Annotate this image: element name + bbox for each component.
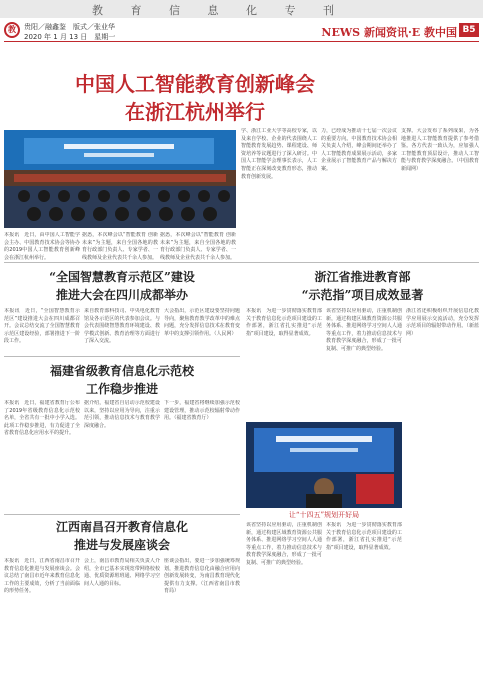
article5-headline-line1: 江西南昌召开教育信息化 [55, 520, 188, 534]
article2-headline-line1: “全国智慧教育示范区”建设 [49, 270, 195, 284]
article2-body-3: 大会指出，示范区建设要坚持问题导向，聚焦教育教学改革中的难点问题，充分发挥信息技术在教育变革中的支撑引领作用。（人民网） [164, 308, 240, 337]
section-title: NEWS 新闻资讯·E 教中国 [321, 26, 457, 39]
article2-headline-line2: 推进大会在四川成都举办 [55, 288, 188, 302]
newspaper-logo-icon: 教 [4, 22, 20, 38]
article5-body-2: 会上，南昌市教育局相关负责人介绍，全市已基本实现宽带网络校校通、优质资源班班通、网络学习空间人人通的目标。 [84, 558, 160, 587]
lead-body-e: 支撑。大会发布了系列成果，为各地推进人工智能教育提供了参考借鉴。各方代表一致认为，应加强人工智能教育顶层设计，推动人工智能与教育教学深度融合。（中国教育新闻网） [401, 128, 479, 172]
page-number: B5 [459, 23, 479, 37]
masthead-text: 教 育 信 息 化 专 刊 [92, 4, 346, 17]
article3-headline-line2: 工作稳步推进 [85, 382, 158, 396]
article4-headline-line2: “示范指”项目成效显著 [301, 288, 424, 302]
article4-body-3: 浙江省还积极组织开展信息化教学应用展示交流活动，充分发挥示范项目的辐射带动作用。（新蓝网） [406, 308, 479, 337]
article5-body-1: 本报讯 近日，江西省南昌市召开教育信息化推进与发展座谈会。会议总结了南昌市近年来教育信息化工作的主要成效，分析了当前面临的形势任务。 [4, 558, 80, 595]
lead-body-b2: 据悉，本次峰会以“智能教育 创新未来”为主题，来自全国各地的教育行政部门负责人、专家学者、一线教师及企业代表共千余人参加。 [160, 232, 236, 261]
paper-editor-line: 贵阳／融鑫鉴 版式／张业华 [24, 23, 115, 31]
divider-2 [4, 356, 240, 357]
article3-headline-line1: 福建省级教育信息化示范校 [49, 364, 194, 378]
article4-body-1b: 该省坚持以应用驱动，注重机制创新，通过构建区域教育资源公共服务体系、推进网络学习空间人人通等重点工作，着力推动信息技术与教育教学深度融合，形成了一批可复制、可推广的典型经验。 [246, 522, 322, 566]
section-divider [4, 262, 479, 263]
lead-body-b: 据悉，本次峰会以“智能教育 创新未来”为主题，来自全国各地的教育行政部门负责人、专家学者、一线教师及企业代表共千余人参加。 [82, 232, 158, 261]
article2-body-2: 来自教育部科技司、中央电化教育馆及各示范区的代表参加会议。与会代表围绕智慧教育环境建设、教学模式创新、教育治理等方面进行了深入交流。 [84, 308, 160, 345]
lead-intro: 本报讯 近日，由中国人工智能学会主办、中国教育技术协会等协办的2019中国人工智能教育创新峰会在浙江杭州举行。 [4, 232, 80, 261]
header-divider [4, 41, 479, 42]
article3-body-2: 据介绍，福建省自启动示范校建设以来，坚持以应用为导向，注重示范引领，推动信息技术与教育教学深度融合。 [84, 400, 160, 429]
lead-body-d: 力，已经成为推动十七届一次会议的重要方向。中国教育技术协会相关负责人介绍，峰会期间还举办了人工智能教育成果展示活动，多家企业展示了智能教育产品与解决方案。 [321, 128, 397, 172]
lead-headline-line2: 在浙江杭州举行 [125, 100, 265, 124]
article4-headline-line1: 浙江省推进教育部 [314, 270, 411, 284]
article4-body-2b: 本报讯 为进一步贯彻落实教育部关于教育信息化示范项目建设的工作部署，浙江省扎实推进“示范指”项目建设，取得显著成效。 [326, 522, 402, 551]
article4-photo-banner: 让“十四五”规划开好局 [288, 511, 360, 519]
article4-body-2: 该省坚持以应用驱动，注重机制创新，通过构建区域教育资源公共服务体系、推进网络学习空间人人通等重点工作，着力推动信息技术与教育教学深度融合，形成了一批可复制、可推广的典型经验。 [326, 308, 402, 352]
article3-body-1: 本报讯 近日，福建省教育厅公布了2019年省级教育信息化示范校名单，全省共有一批中小学入选。此项工作稳步推进，有力促进了全省教育信息化应用水平的提升。 [4, 400, 80, 437]
lead-photo-conference [4, 130, 236, 228]
article4-photo [246, 422, 402, 508]
article2-body-1: 本报讯 近日，“全国智慧教育示范区”建设推进大会在四川成都召开。会议总结交流了全国智慧教育示范区建设经验，部署推进下一阶段工作。 [4, 308, 80, 345]
lead-headline-line1: 中国人工智能教育创新峰会 [75, 72, 315, 96]
masthead-band [0, 0, 483, 18]
article5-headline-line2: 推进与发展座谈会 [73, 538, 170, 552]
article3-body-3: 下一步，福建省将继续加强示范校建设管理，推动示范校辐射带动作用。（福建省教育厅） [164, 400, 240, 422]
article4-body-1: 本报讯 为进一步贯彻落实教育部关于教育信息化示范项目建设的工作部署，浙江省扎实推进“示范指”项目建设，取得显著成效。 [246, 308, 322, 337]
issue-date: 2020 年 1 月 13 日 星期一 [24, 33, 116, 41]
article5-body-3: 座谈会指出，要进一步加强统筹规划，推进教育信息化由融合应用向创新发展转变，为南昌教育现代化提供有力支撑。（江西省南昌市教育局） [164, 558, 240, 595]
lead-body-c: 学、浙江工业大学等高校专家，以及来自学校、企业的代表围绕人工智能教育发展趋势、课程建设、师资培养等议题进行了深入研讨。中国人工智能学会理事长表示，人工智能正在深刻改变教育形态，推动教育创新发展。 [241, 128, 317, 180]
divider-3 [4, 514, 240, 515]
